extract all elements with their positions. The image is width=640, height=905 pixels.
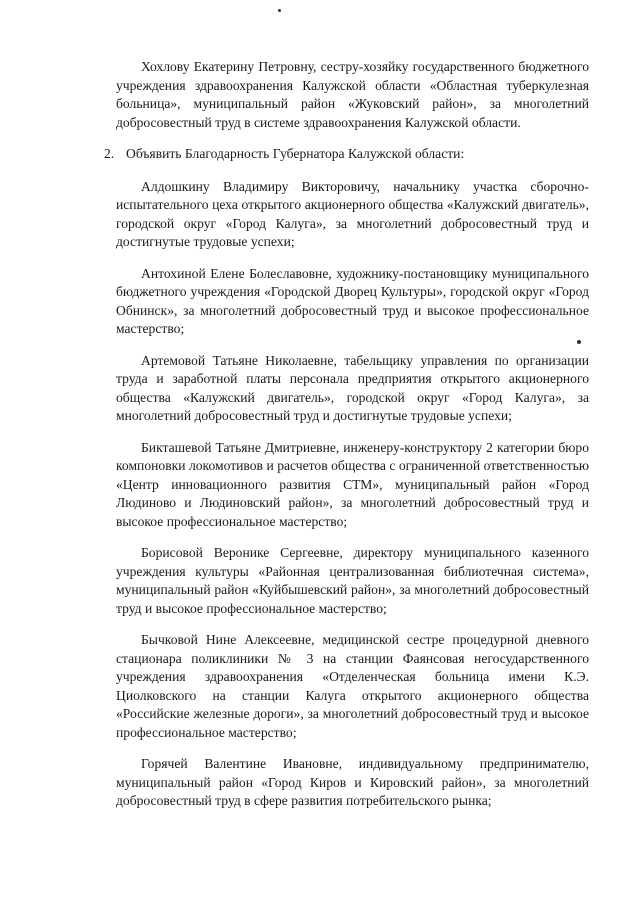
section-number: 2. bbox=[104, 146, 115, 161]
document-body bbox=[104, 58, 589, 824]
section-heading bbox=[104, 145, 589, 164]
award-entry: Артемовой Татьяне Николаевне, табельщику управления по организации труда и заработной платы персонала предприятия открытого акционерного общества «Калужский двигатель», городской округ «Город Калуга», за многолетний добросовестный труд и достигнутые трудовые успехи; bbox=[116, 352, 589, 423]
award-entry: Бикташевой Татьяне Дмитриевне, инженеру-конструктору 2 категории бюро компоновки локомотивов и расчетов общества с ограниченной ответственностью «Центр инновационного развития СТМ», муниципальный район «Город Людиново и Людиновский район», за многолетний добросовестный труд и высокое профессиональное мастерство; bbox=[116, 439, 589, 529]
scan-speck bbox=[278, 9, 281, 12]
award-entry: Антохиной Елене Болеславовне, художнику-постановщику муниципального бюджетного учреждения «Городской Дворец Культуры», городской округ «Город Обнинск», за многолетний добросовестный труд и высокое профессиональное мастерство; bbox=[116, 265, 589, 336]
award-entry: Горячей Валентине Ивановне, индивидуальному предпринимателю, муниципальный район «Город Киров и Кировский район», за многолетний добросовестный труд в сфере развития потребительского рынка; bbox=[116, 756, 589, 808]
section-heading-text: Объявить Благодарность Губернатора Калужской области: bbox=[126, 146, 465, 161]
award-entry: Бычковой Нине Алексеевне, медицинской сестре процедурной дневного стационара поликлиники № 3 на станции Фаянсовая негосударственного учреждения здравоохранения «Отделенческая больница имени К.Э. Циолковского на станции Калуга открытого акционерного общества «Российские железные дороги», за многолетний добросовестный труд и высокое профессиональное мастерство; bbox=[116, 632, 589, 740]
intro-paragraph: Хохлову Екатерину Петровну, сестру-хозяйку государственного бюджетного учреждения здравоохранения Калужской области «Областная туберкулезная больница», муниципальный район «Жуковский район», за многолетний добросовестный труд в системе здравоохранения Калужской области. bbox=[116, 59, 589, 130]
award-entry: Борисовой Веронике Сергеевне, директору муниципального казенного учреждения культуры «Районная централизованная библиотечная система», муниципальный район «Куйбышевский район», за многолетний добросовестный труд и высокое профессиональное мастерство; bbox=[116, 545, 589, 616]
award-entry: Алдошкину Владимиру Викторовичу, начальнику участка сборочно-испытательного цеха открытого акционерного общества «Калужский двигатель», городской округ «Город Калуга», за многолетний добросовестный труд и достигнутые трудовые успехи; bbox=[116, 178, 589, 249]
